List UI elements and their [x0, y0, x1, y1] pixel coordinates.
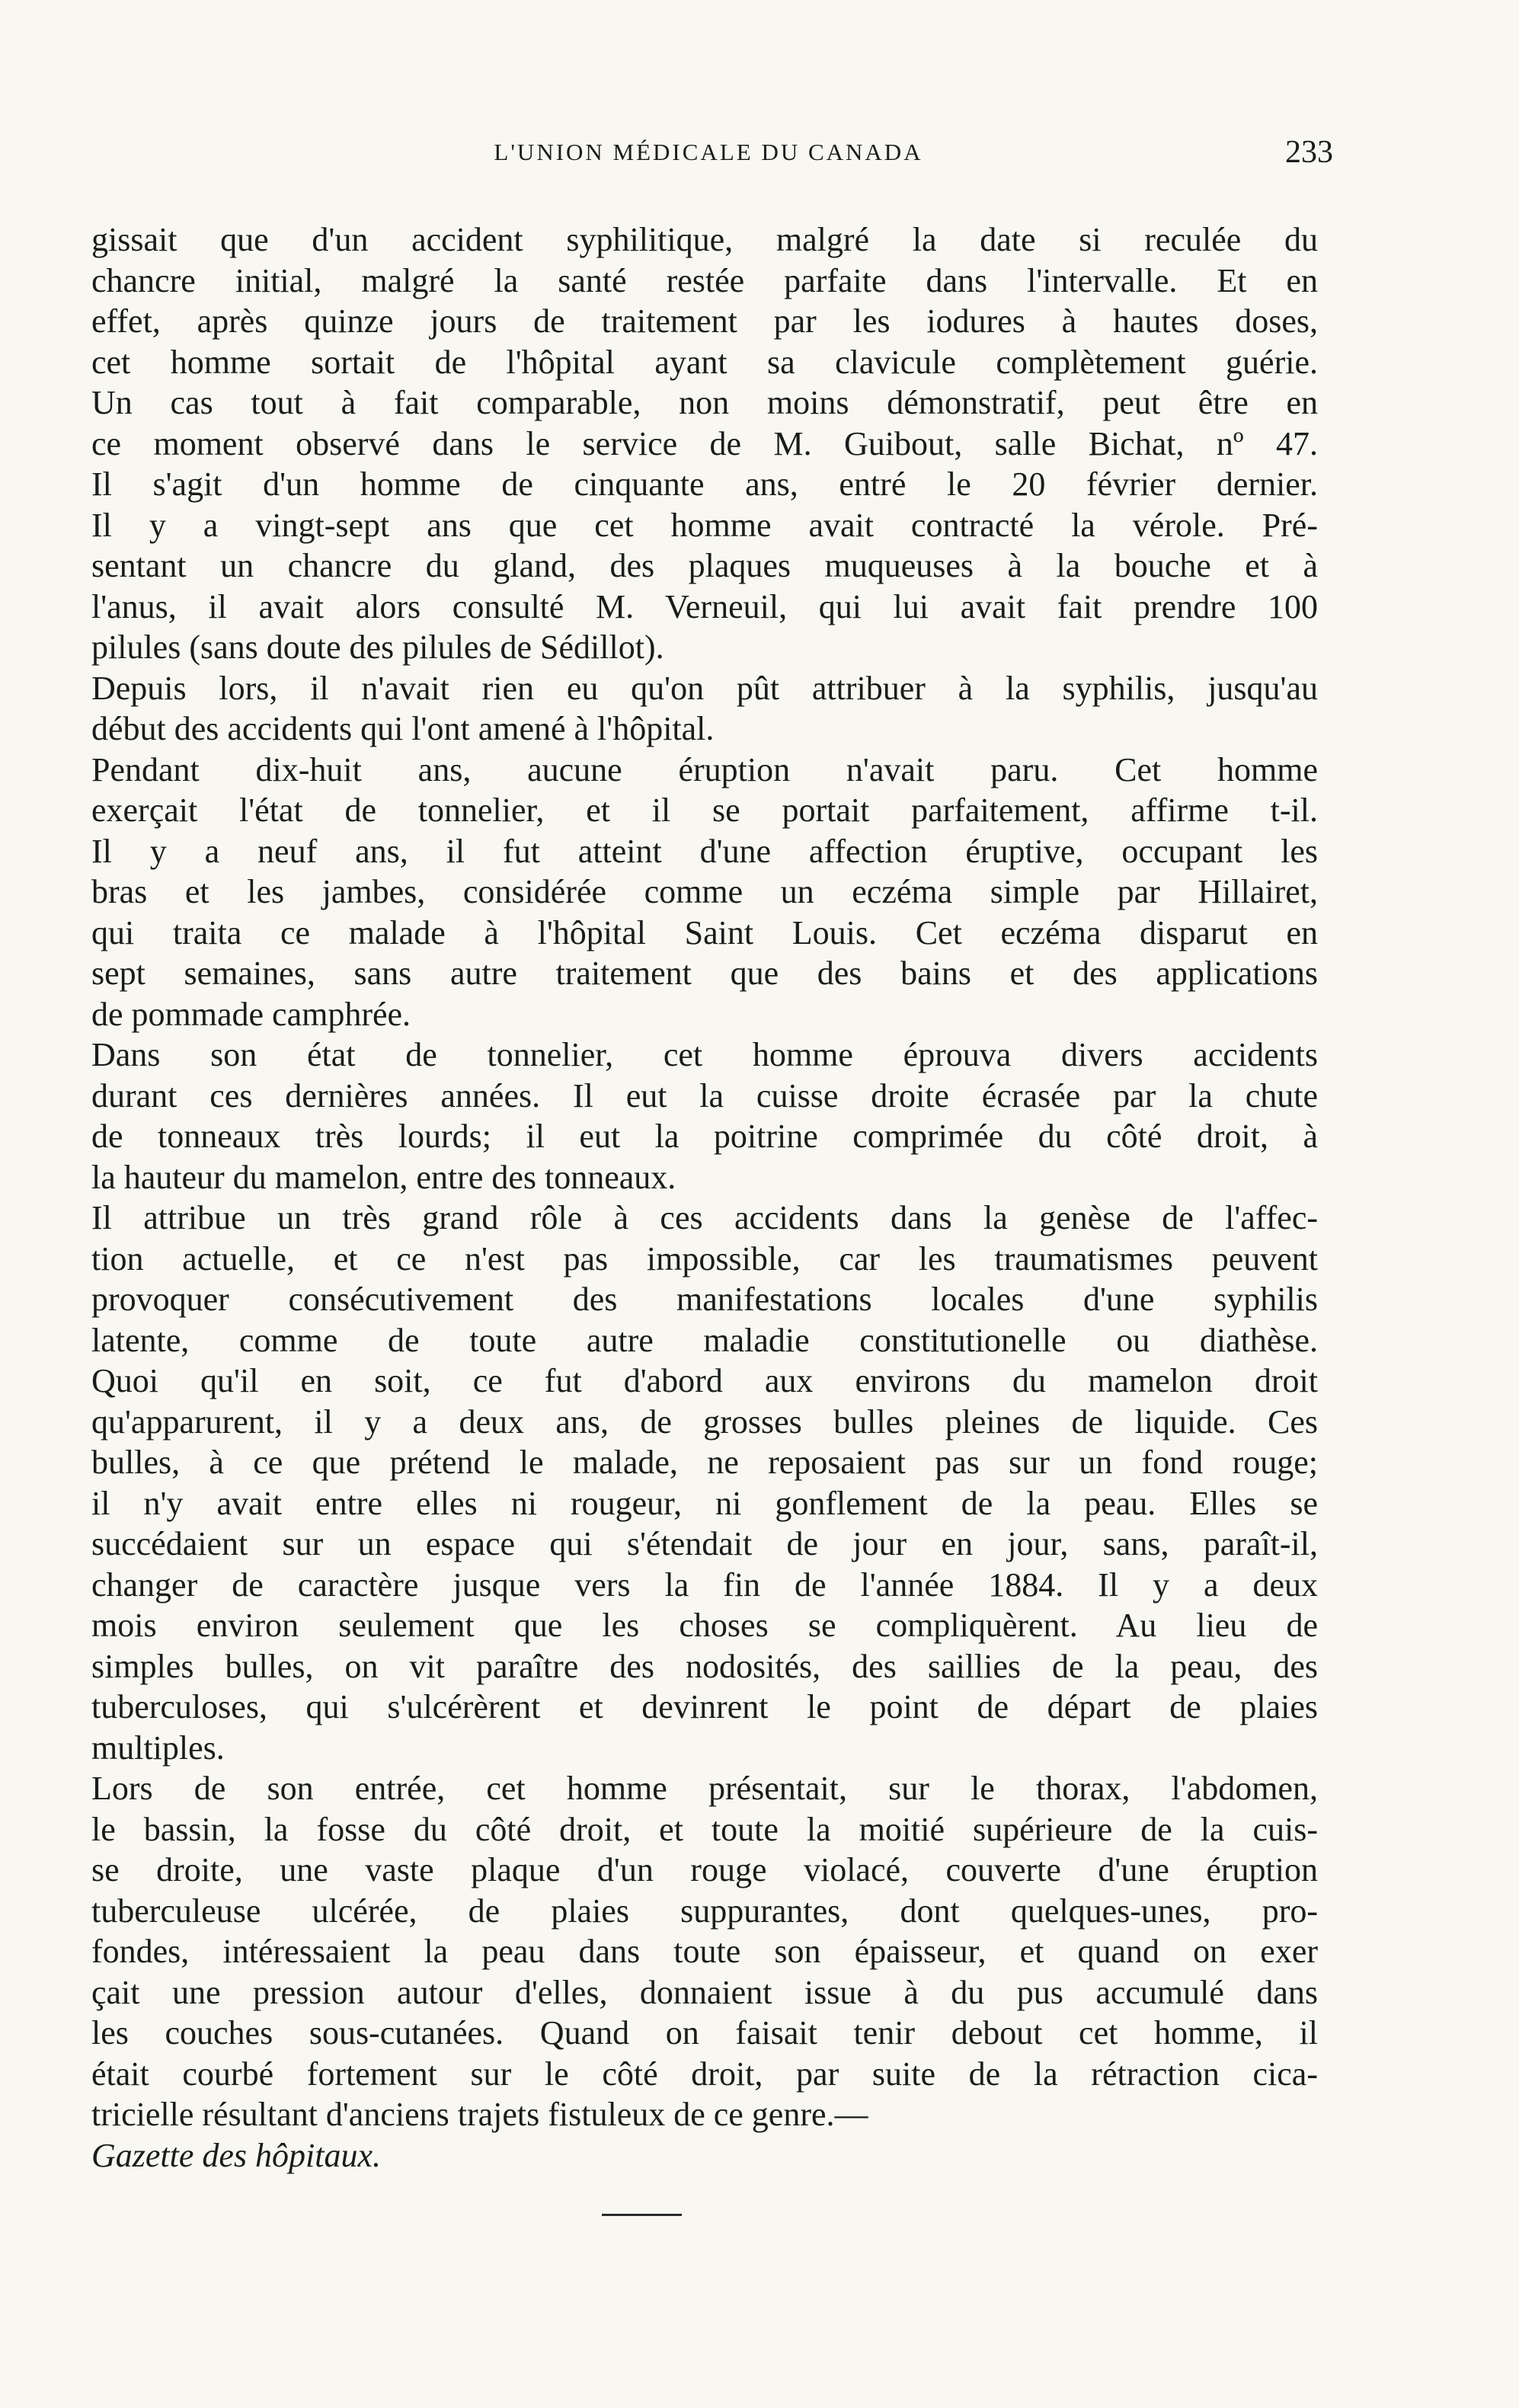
text-line: fondes, intéressaient la peau dans toute son épaisseur, et quand on exer	[91, 1933, 1318, 1970]
article-body	[91, 219, 1318, 2176]
text-line: de tonneaux très lourds; il eut la poitrine comprimée du côté droit, à	[91, 1118, 1318, 1155]
text-line-content: tricielle résultant d'anciens trajets fistuleux de ce genre.—	[91, 2096, 868, 2133]
text-line: çait une pression autour d'elles, donnaient issue à du pus accumulé dans	[91, 1973, 1318, 2011]
text-line: mois environ seulement que les choses se compliquèrent. Au lieu de	[91, 1607, 1318, 1644]
text-line: ce moment observé dans le service de M. Guibout, salle Bichat, nº 47.	[91, 424, 1318, 462]
text-line: sentant un chancre du gland, des plaques muqueuses à la bouche et à	[91, 547, 1318, 584]
text-line: Il y a vingt-sept ans que cet homme avait contracté la vérole. Pré-	[91, 506, 1318, 544]
text-line: Lors de son entrée, cet homme présentait, sur le thorax, l'abdomen,	[91, 1770, 1318, 1807]
text-line: qui traita ce malade à l'hôpital Saint Louis. Cet eczéma disparut en	[91, 913, 1318, 951]
text-line: latente, comme de toute autre maladie constitutionelle ou diathèse.	[91, 1321, 1318, 1359]
text-line: Quoi qu'il en soit, ce fut d'abord aux environs du mamelon droit	[91, 1362, 1318, 1399]
text-line: pilules (sans doute des pilules de Sédillot).	[91, 628, 664, 666]
page-number: 233	[1285, 135, 1333, 170]
text-line: la hauteur du mamelon, entre des tonneaux.	[91, 1158, 676, 1196]
text-line: Il attribue un très grand rôle à ces accidents dans la genèse de l'affec-	[91, 1199, 1318, 1236]
text-line: Pendant dix-huit ans, aucune éruption n'avait paru. Cet homme	[91, 750, 1318, 788]
text-line: de pommade camphrée.	[91, 995, 411, 1033]
text-line: Il y a neuf ans, il fut atteint d'une affection éruptive, occupant les	[91, 832, 1318, 870]
text-line: l'anus, il avait alors consulté M. Verneuil, qui lui avait fait prendre 100	[91, 587, 1318, 625]
text-line: tion actuelle, et ce n'est pas impossible, car les traumatismes peuvent	[91, 1239, 1318, 1278]
text-line: Dans son état de tonnelier, cet homme éprouva divers accidents	[91, 1036, 1318, 1073]
text-line: bras et les jambes, considérée comme un eczéma simple par Hillairet,	[91, 873, 1318, 910]
text-line: cet homme sortait de l'hôpital ayant sa clavicule complètement guérie.	[91, 343, 1318, 381]
text-line: le bassin, la fosse du côté droit, et toute la moitié supérieure de la cuis-	[91, 1810, 1318, 1848]
text-line: tuberculeuse ulcérée, de plaies suppurantes, dont quelques-unes, pro-	[91, 1892, 1318, 1930]
text-line: changer de caractère jusque vers la fin de l'année 1884. Il y a deux	[91, 1565, 1318, 1604]
text-line: tuberculoses, qui s'ulcérèrent et devinrent le point de départ de plaies	[91, 1688, 1318, 1725]
text-line: succédaient sur un espace qui s'étendait de jour en jour, sans, paraît-il,	[91, 1525, 1318, 1562]
text-line: sept semaines, sans autre traitement que des bains et des applications	[91, 955, 1318, 992]
text-line: Il s'agit d'un homme de cinquante ans, entré le 20 février dernier.	[91, 465, 1318, 503]
text-line: effet, après quinze jours de traitement par les iodures à hautes doses,	[91, 302, 1318, 340]
text-line: était courbé fortement sur le côté droit, par suite de la rétraction cica-	[91, 2055, 1318, 2093]
text-line: provoquer consécutivement des manifestations locales d'une syphilis	[91, 1281, 1318, 1318]
text-line: il n'y avait entre elles ni rougeur, ni gonflement de la peau. Elles se	[91, 1484, 1318, 1522]
text-line: simples bulles, on vit paraître des nodosités, des saillies de la peau, des	[91, 1647, 1318, 1685]
text-line: multiples.	[91, 1728, 225, 1767]
text-line: durant ces dernières années. Il eut la cuisse droite écrasée par la chute	[91, 1076, 1318, 1114]
text-line: les couches sous-cutanées. Quand on faisait tenir debout cet homme, il	[91, 2014, 1318, 2051]
text-line: exerçait l'état de tonnelier, et il se portait parfaitement, affirme t-il.	[91, 791, 1318, 829]
text-line: qu'apparurent, il y a deux ans, de grosses bulles pleines de liquide. Ces	[91, 1402, 1318, 1441]
source-attribution: Gazette des hôpitaux.	[91, 2136, 382, 2174]
text-line	[91, 2094, 1318, 2135]
text-line: chancre initial, malgré la santé restée parfaite dans l'intervalle. Et en	[91, 261, 1318, 299]
text-line: bulles, à ce que prétend le malade, ne reposaient pas sur un fond rouge;	[91, 1444, 1318, 1481]
text-line: se droite, une vaste plaque d'un rouge violacé, couverte d'une éruption	[91, 1851, 1318, 1888]
text-line: Depuis lors, il n'avait rien eu qu'on pût attribuer à la syphilis, jusqu'au	[91, 669, 1318, 707]
running-title: L'UNION MÉDICALE DU CANADA	[494, 139, 923, 165]
text-line: gissait que d'un accident syphilitique, malgré la date si reculée du	[91, 221, 1318, 258]
text-line: début des accidents qui l'ont amené à l'hôpital.	[91, 710, 715, 747]
page-header	[84, 135, 1333, 184]
section-divider	[602, 2214, 682, 2216]
text-line: Un cas tout à fait comparable, non moins démonstratif, peut être en	[91, 384, 1318, 421]
